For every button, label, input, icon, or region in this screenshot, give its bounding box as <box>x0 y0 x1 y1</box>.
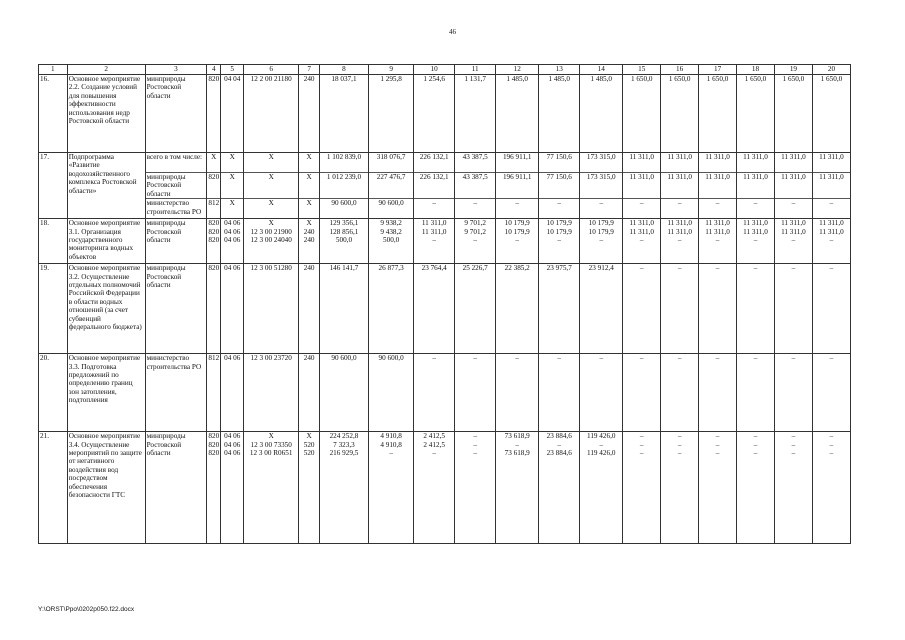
value-cell: Х <box>299 173 320 199</box>
header-cell: 9 <box>369 65 414 75</box>
value-cell: – <box>414 199 455 219</box>
value-cell: 226 132,1 <box>414 153 455 173</box>
value-cell: Х 12 3 00 21900 12 3 00 24040 <box>244 219 299 264</box>
value-cell: 318 076,7 <box>369 153 414 173</box>
row-number: 21. <box>39 432 68 544</box>
event-name: Основное мероприятие 3.2. Осуществление отдельных полномочий Российской Федерации в области водных отношений (за счет субвенций федерального бюджета) <box>67 264 145 354</box>
value-cell: 11 311,0 <box>812 153 850 173</box>
executor: минприроды Ростовской области <box>145 432 207 544</box>
value-cell: – <box>580 199 623 219</box>
header-cell: 7 <box>299 65 320 75</box>
value-cell: 173 315,0 <box>580 153 623 173</box>
table-row <box>39 219 851 264</box>
header-cell: 11 <box>455 65 496 75</box>
value-cell: 240 <box>299 264 320 354</box>
header-cell: 18 <box>737 65 775 75</box>
value-cell: 77 150,6 <box>539 173 580 199</box>
header-cell: 5 <box>221 65 244 75</box>
row-number: 16. <box>39 75 68 153</box>
value-cell: 11 311,0 11 311,0 – <box>699 219 737 264</box>
event-name: Основное мероприятие 3.3. Подготовка предложений по определению границ зон затопления, подтопления <box>67 354 145 432</box>
value-cell: 10 179,9 10 179,9 – <box>580 219 623 264</box>
value-cell: – <box>774 199 812 219</box>
value-cell: 12 3 00 23720 <box>244 354 299 432</box>
value-cell: – <box>699 264 737 354</box>
value-cell: 173 315,0 <box>580 173 623 199</box>
value-cell: 11 311,0 <box>812 173 850 199</box>
value-cell: 04 04 <box>221 75 244 153</box>
row-number: 18. <box>39 219 68 264</box>
value-cell: – <box>737 264 775 354</box>
value-cell: 04 06 <box>221 264 244 354</box>
value-cell: 11 311,0 <box>623 153 661 173</box>
value-cell: 22 385,2 <box>496 264 539 354</box>
value-cell: 43 387,5 <box>455 153 496 173</box>
header-cell: 4 <box>207 65 221 75</box>
value-cell: – <box>812 199 850 219</box>
value-cell: 10 179,9 10 179,9 – <box>539 219 580 264</box>
value-cell: – <box>414 354 455 432</box>
value-cell: 812 <box>207 199 221 219</box>
value-cell: 1 650,0 <box>699 75 737 153</box>
value-cell: – <box>699 354 737 432</box>
document-path: Y:\ORST\Ppo\0202p050.f22.docx <box>38 606 135 613</box>
value-cell: Х <box>299 199 320 219</box>
header-cell: 2 <box>67 65 145 75</box>
executor: министерство строительства РО <box>145 199 207 219</box>
table-row <box>39 173 851 199</box>
value-cell: Х 240 240 <box>299 219 320 264</box>
value-cell: 77 150,6 <box>539 153 580 173</box>
value-cell: 23 975,7 <box>539 264 580 354</box>
value-cell: 2 412,5 2 412,5 – <box>414 432 455 544</box>
value-cell: 90 600,0 <box>369 354 414 432</box>
row-number: 17. <box>39 153 68 219</box>
value-cell: 11 311,0 <box>623 173 661 199</box>
value-cell: 820 <box>207 173 221 199</box>
executor: минприроды Ростовской области <box>145 219 207 264</box>
value-cell: 11 311,0 <box>661 153 699 173</box>
header-cell: 6 <box>244 65 299 75</box>
header-cell: 16 <box>661 65 699 75</box>
value-cell: 240 <box>299 354 320 432</box>
value-cell: 146 141,7 <box>319 264 368 354</box>
executor: минприроды Ростовской области <box>145 264 207 354</box>
header-cell: 12 <box>496 65 539 75</box>
value-cell: – <box>661 264 699 354</box>
table-row <box>39 354 851 432</box>
value-cell: – <box>496 354 539 432</box>
value-cell: – <box>737 199 775 219</box>
value-cell: 11 311,0 11 311,0 – <box>623 219 661 264</box>
value-cell: 73 618,9 – 73 618,9 <box>496 432 539 544</box>
row-number: 20. <box>39 354 68 432</box>
value-cell: – <box>455 354 496 432</box>
value-cell: 820 820 820 <box>207 432 221 544</box>
value-cell: Х <box>244 199 299 219</box>
value-cell: 820 820 820 <box>207 219 221 264</box>
value-cell: 04 06 04 06 04 06 <box>221 432 244 544</box>
value-cell: – <box>496 199 539 219</box>
table-row <box>39 432 851 544</box>
value-cell: Х <box>207 153 221 173</box>
value-cell: 18 037,1 <box>319 75 368 153</box>
value-cell: 11 311,0 11 311,0 – <box>774 219 812 264</box>
value-cell: Х <box>244 173 299 199</box>
value-cell: 11 311,0 <box>774 173 812 199</box>
value-cell: 11 311,0 11 311,0 – <box>812 219 850 264</box>
value-cell: – <box>699 199 737 219</box>
page-number: 46 <box>449 28 456 36</box>
executor: минприроды Ростовской области <box>145 75 207 153</box>
value-cell: – <box>580 354 623 432</box>
value-cell: – <box>737 354 775 432</box>
value-cell: 23 912,4 <box>580 264 623 354</box>
header-cell: 15 <box>623 65 661 75</box>
value-cell: 12 2 00 21180 <box>244 75 299 153</box>
value-cell: 119 426,0 – 119 426,0 <box>580 432 623 544</box>
value-cell: 90 600,0 <box>319 199 368 219</box>
value-cell: 1 485,0 <box>539 75 580 153</box>
value-cell: 1 650,0 <box>774 75 812 153</box>
value-cell: 11 311,0 <box>699 153 737 173</box>
value-cell: – <box>539 354 580 432</box>
value-cell: – – – <box>661 432 699 544</box>
value-cell: 10 179,9 10 179,9 – <box>496 219 539 264</box>
event-name: Основное мероприятие 3.1. Организация государственного мониторинга водных объектов <box>67 219 145 264</box>
value-cell: 1 485,0 <box>580 75 623 153</box>
value-cell: – – – <box>699 432 737 544</box>
value-cell: 25 226,7 <box>455 264 496 354</box>
value-cell: 9 701,2 9 701,2 – <box>455 219 496 264</box>
value-cell: 1 650,0 <box>737 75 775 153</box>
value-cell: – <box>455 199 496 219</box>
value-cell: Х 12 3 00 73350 12 3 00 R0651 <box>244 432 299 544</box>
value-cell: 04 06 <box>221 354 244 432</box>
value-cell: – – – <box>737 432 775 544</box>
header-cell: 19 <box>774 65 812 75</box>
value-cell: 90 600,0 <box>369 199 414 219</box>
value-cell: – <box>623 264 661 354</box>
value-cell: 11 311,0 <box>737 153 775 173</box>
value-cell: 224 252,8 7 323,3 216 929,5 <box>319 432 368 544</box>
value-cell: 11 311,0 <box>737 173 775 199</box>
value-cell: – <box>623 354 661 432</box>
event-name: Основное мероприятие 3.4. Осуществление мероприятий по защите от негативного воздействия вод посредством обеспечения безопасности ГТС <box>67 432 145 544</box>
value-cell: – <box>774 264 812 354</box>
value-cell: 196 911,1 <box>496 173 539 199</box>
value-cell: 240 <box>299 75 320 153</box>
header-cell: 20 <box>812 65 850 75</box>
value-cell: 4 910,8 4 910,8 – <box>369 432 414 544</box>
value-cell: 11 311,0 <box>774 153 812 173</box>
row-number: 19. <box>39 264 68 354</box>
table-row <box>39 153 851 173</box>
value-cell: – – – <box>455 432 496 544</box>
value-cell: 1 102 839,0 <box>319 153 368 173</box>
value-cell: 1 650,0 <box>812 75 850 153</box>
executor: минприроды Ростовской области <box>145 173 207 199</box>
header-cell: 17 <box>699 65 737 75</box>
table-row <box>39 264 851 354</box>
value-cell: 812 <box>207 354 221 432</box>
value-cell: 1 650,0 <box>661 75 699 153</box>
value-cell: – – – <box>774 432 812 544</box>
value-cell: 90 600,0 <box>319 354 368 432</box>
value-cell: – <box>812 354 850 432</box>
header-cell: 8 <box>319 65 368 75</box>
value-cell: Х <box>221 199 244 219</box>
value-cell: Х <box>244 153 299 173</box>
header-cell: 14 <box>580 65 623 75</box>
value-cell: Х <box>299 153 320 173</box>
header-row <box>39 65 851 75</box>
table-row <box>39 199 851 219</box>
value-cell: 43 387,5 <box>455 173 496 199</box>
value-cell: 11 311,0 <box>661 173 699 199</box>
value-cell: 1 295,8 <box>369 75 414 153</box>
value-cell: 227 476,7 <box>369 173 414 199</box>
value-cell: – – – <box>812 432 850 544</box>
header-cell: 13 <box>539 65 580 75</box>
value-cell: 1 012 239,0 <box>319 173 368 199</box>
event-name: Подпрограмма «Развитие водохозяйственного комплекса Ростовской области» <box>67 153 145 219</box>
value-cell: Х <box>221 153 244 173</box>
header-cell: 3 <box>145 65 207 75</box>
value-cell: 129 356,1 128 856,1 500,0 <box>319 219 368 264</box>
value-cell: 23 884,6 – 23 884,6 <box>539 432 580 544</box>
value-cell: 11 311,0 11 311,0 – <box>414 219 455 264</box>
value-cell: 11 311,0 11 311,0 – <box>661 219 699 264</box>
value-cell: 11 311,0 11 311,0 – <box>737 219 775 264</box>
value-cell: 820 <box>207 264 221 354</box>
header-cell: 1 <box>39 65 68 75</box>
value-cell: – – – <box>623 432 661 544</box>
value-cell: – <box>661 199 699 219</box>
value-cell: – <box>661 354 699 432</box>
executor: министерство строительства РО <box>145 354 207 432</box>
value-cell: Х <box>221 173 244 199</box>
value-cell: 820 <box>207 75 221 153</box>
header-cell: 10 <box>414 65 455 75</box>
value-cell: 1 650,0 <box>623 75 661 153</box>
value-cell: 1 485,0 <box>496 75 539 153</box>
table-row <box>39 75 851 153</box>
value-cell: 196 911,1 <box>496 153 539 173</box>
executor: всего в том числе: <box>145 153 207 173</box>
value-cell: Х 520 520 <box>299 432 320 544</box>
value-cell: 12 3 00 51280 <box>244 264 299 354</box>
value-cell: 23 764,4 <box>414 264 455 354</box>
value-cell: 1 131,7 <box>455 75 496 153</box>
value-cell: 1 254,6 <box>414 75 455 153</box>
value-cell: – <box>812 264 850 354</box>
value-cell: – <box>774 354 812 432</box>
value-cell: 9 938,2 9 438,2 500,0 <box>369 219 414 264</box>
value-cell: 26 877,3 <box>369 264 414 354</box>
value-cell: – <box>539 199 580 219</box>
value-cell: 04 06 04 06 04 06 <box>221 219 244 264</box>
event-name: Основное мероприятие 2.2. Создание условий для повышения эффективности использования недр Ростовской области <box>67 75 145 153</box>
value-cell: 226 132,1 <box>414 173 455 199</box>
value-cell: – <box>623 199 661 219</box>
budget-table <box>38 64 851 544</box>
value-cell: 11 311,0 <box>699 173 737 199</box>
